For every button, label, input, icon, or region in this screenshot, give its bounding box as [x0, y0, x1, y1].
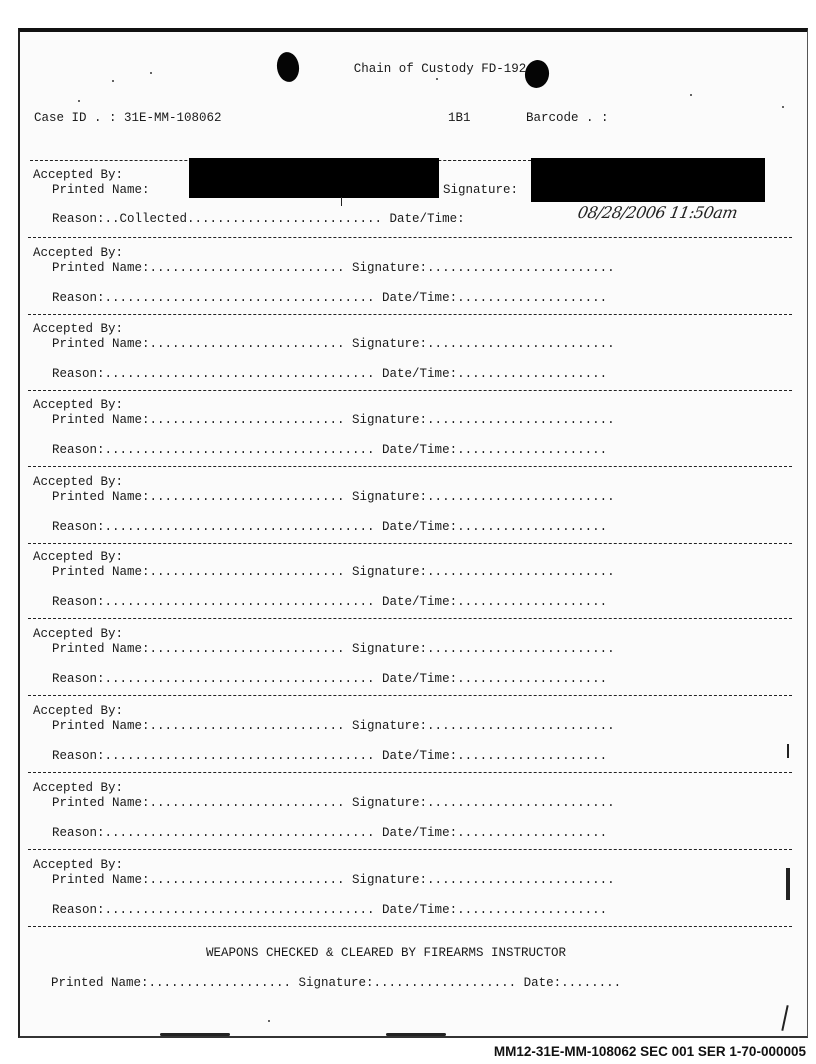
scan-speck	[690, 94, 692, 96]
scan-speck	[78, 100, 80, 102]
scan-speck	[782, 106, 784, 108]
accepted-by-label: Accepted By:	[33, 858, 124, 872]
header-divider-right	[448, 160, 536, 161]
accepted-by-label: Accepted By:	[33, 781, 124, 795]
redaction-box	[189, 158, 439, 198]
accepted-by-label: Accepted By:	[33, 246, 124, 260]
printed-name-line: Printed Name:.......................... Signature:.........................	[52, 565, 615, 579]
reason-line: Reason:.................................... Date/Time:....................	[52, 826, 608, 840]
entry-divider	[28, 926, 792, 927]
printed-name-line: Printed Name:.......................... Signature:.........................	[52, 796, 615, 810]
accepted-by-label: Accepted By:	[33, 627, 124, 641]
entry-divider	[28, 543, 792, 544]
reason-line: Reason:.................................... Date/Time:....................	[52, 443, 608, 457]
weapons-line: Printed Name:................... Signature:................... Date:........	[51, 976, 622, 990]
accepted-by-label: Accepted By:	[33, 550, 124, 564]
scan-mark	[786, 868, 790, 900]
serial-number: 1B1	[448, 111, 471, 125]
document-stamp: MM12-31E-MM-108062 SEC 001 SER 1-70-000005	[493, 1044, 806, 1059]
accepted-by-label: Accepted By:	[33, 704, 124, 718]
entry-divider	[28, 695, 792, 696]
printed-name-line: Printed Name:.......................... Signature:.........................	[52, 261, 615, 275]
reason-line: Reason:.................................... Date/Time:....................	[52, 367, 608, 381]
printed-name-line: Printed Name:.......................... Signature:.........................	[52, 337, 615, 351]
signature-label: Signature:	[443, 183, 519, 197]
weapons-heading: WEAPONS CHECKED & CLEARED BY FIREARMS INSTRUCTOR	[206, 946, 567, 960]
printed-name-line: Printed Name:.......................... Signature:.........................	[52, 490, 615, 504]
accepted-by-label: Accepted By:	[33, 168, 124, 182]
entry-divider	[28, 390, 792, 391]
reason-line: Reason:.................................... Date/Time:....................	[52, 595, 608, 609]
reason-line: Reason:.................................... Date/Time:....................	[52, 520, 608, 534]
scan-speck	[436, 78, 438, 80]
entry-divider	[28, 466, 792, 467]
case-id: Case ID . : 31E-MM-108062	[34, 111, 222, 125]
entry-divider	[28, 772, 792, 773]
printed-name-line: Printed Name:.......................... Signature:.........................	[52, 719, 615, 733]
scan-speck	[112, 80, 114, 82]
reason-line: Reason:.................................... Date/Time:....................	[52, 749, 608, 763]
entry-divider	[28, 618, 792, 619]
scan-mark	[787, 744, 789, 758]
scan-mark	[160, 1033, 230, 1036]
barcode-label: Barcode . :	[526, 111, 609, 125]
reason-line: Reason:.................................... Date/Time:....................	[52, 903, 608, 917]
entry-divider	[28, 849, 792, 850]
handwritten-datetime: 08/28/2006 11:50am	[576, 203, 739, 222]
reason-line: Reason:.................................... Date/Time:....................	[52, 672, 608, 686]
accepted-by-label: Accepted By:	[33, 398, 124, 412]
form-title: Chain of Custody FD-192	[353, 62, 527, 76]
reason-line: Reason:.................................... Date/Time:....................	[52, 291, 608, 305]
scan-mark	[386, 1033, 446, 1036]
redaction-box	[531, 158, 765, 202]
printed-name-line: Printed Name:.......................... Signature:.........................	[52, 413, 615, 427]
entry-divider	[28, 314, 792, 315]
accepted-by-label: Accepted By:	[33, 322, 124, 336]
reason-line: Reason:..Collected.......................... Date/Time:	[52, 212, 465, 226]
scan-mark	[341, 197, 342, 206]
entry-divider	[28, 237, 792, 238]
scan-speck	[268, 1020, 270, 1022]
printed-name-label: Printed Name:	[52, 183, 150, 197]
accepted-by-label: Accepted By:	[33, 475, 124, 489]
printed-name-line: Printed Name:.......................... Signature:.........................	[52, 642, 615, 656]
printed-name-line: Printed Name:.......................... Signature:.........................	[52, 873, 615, 887]
